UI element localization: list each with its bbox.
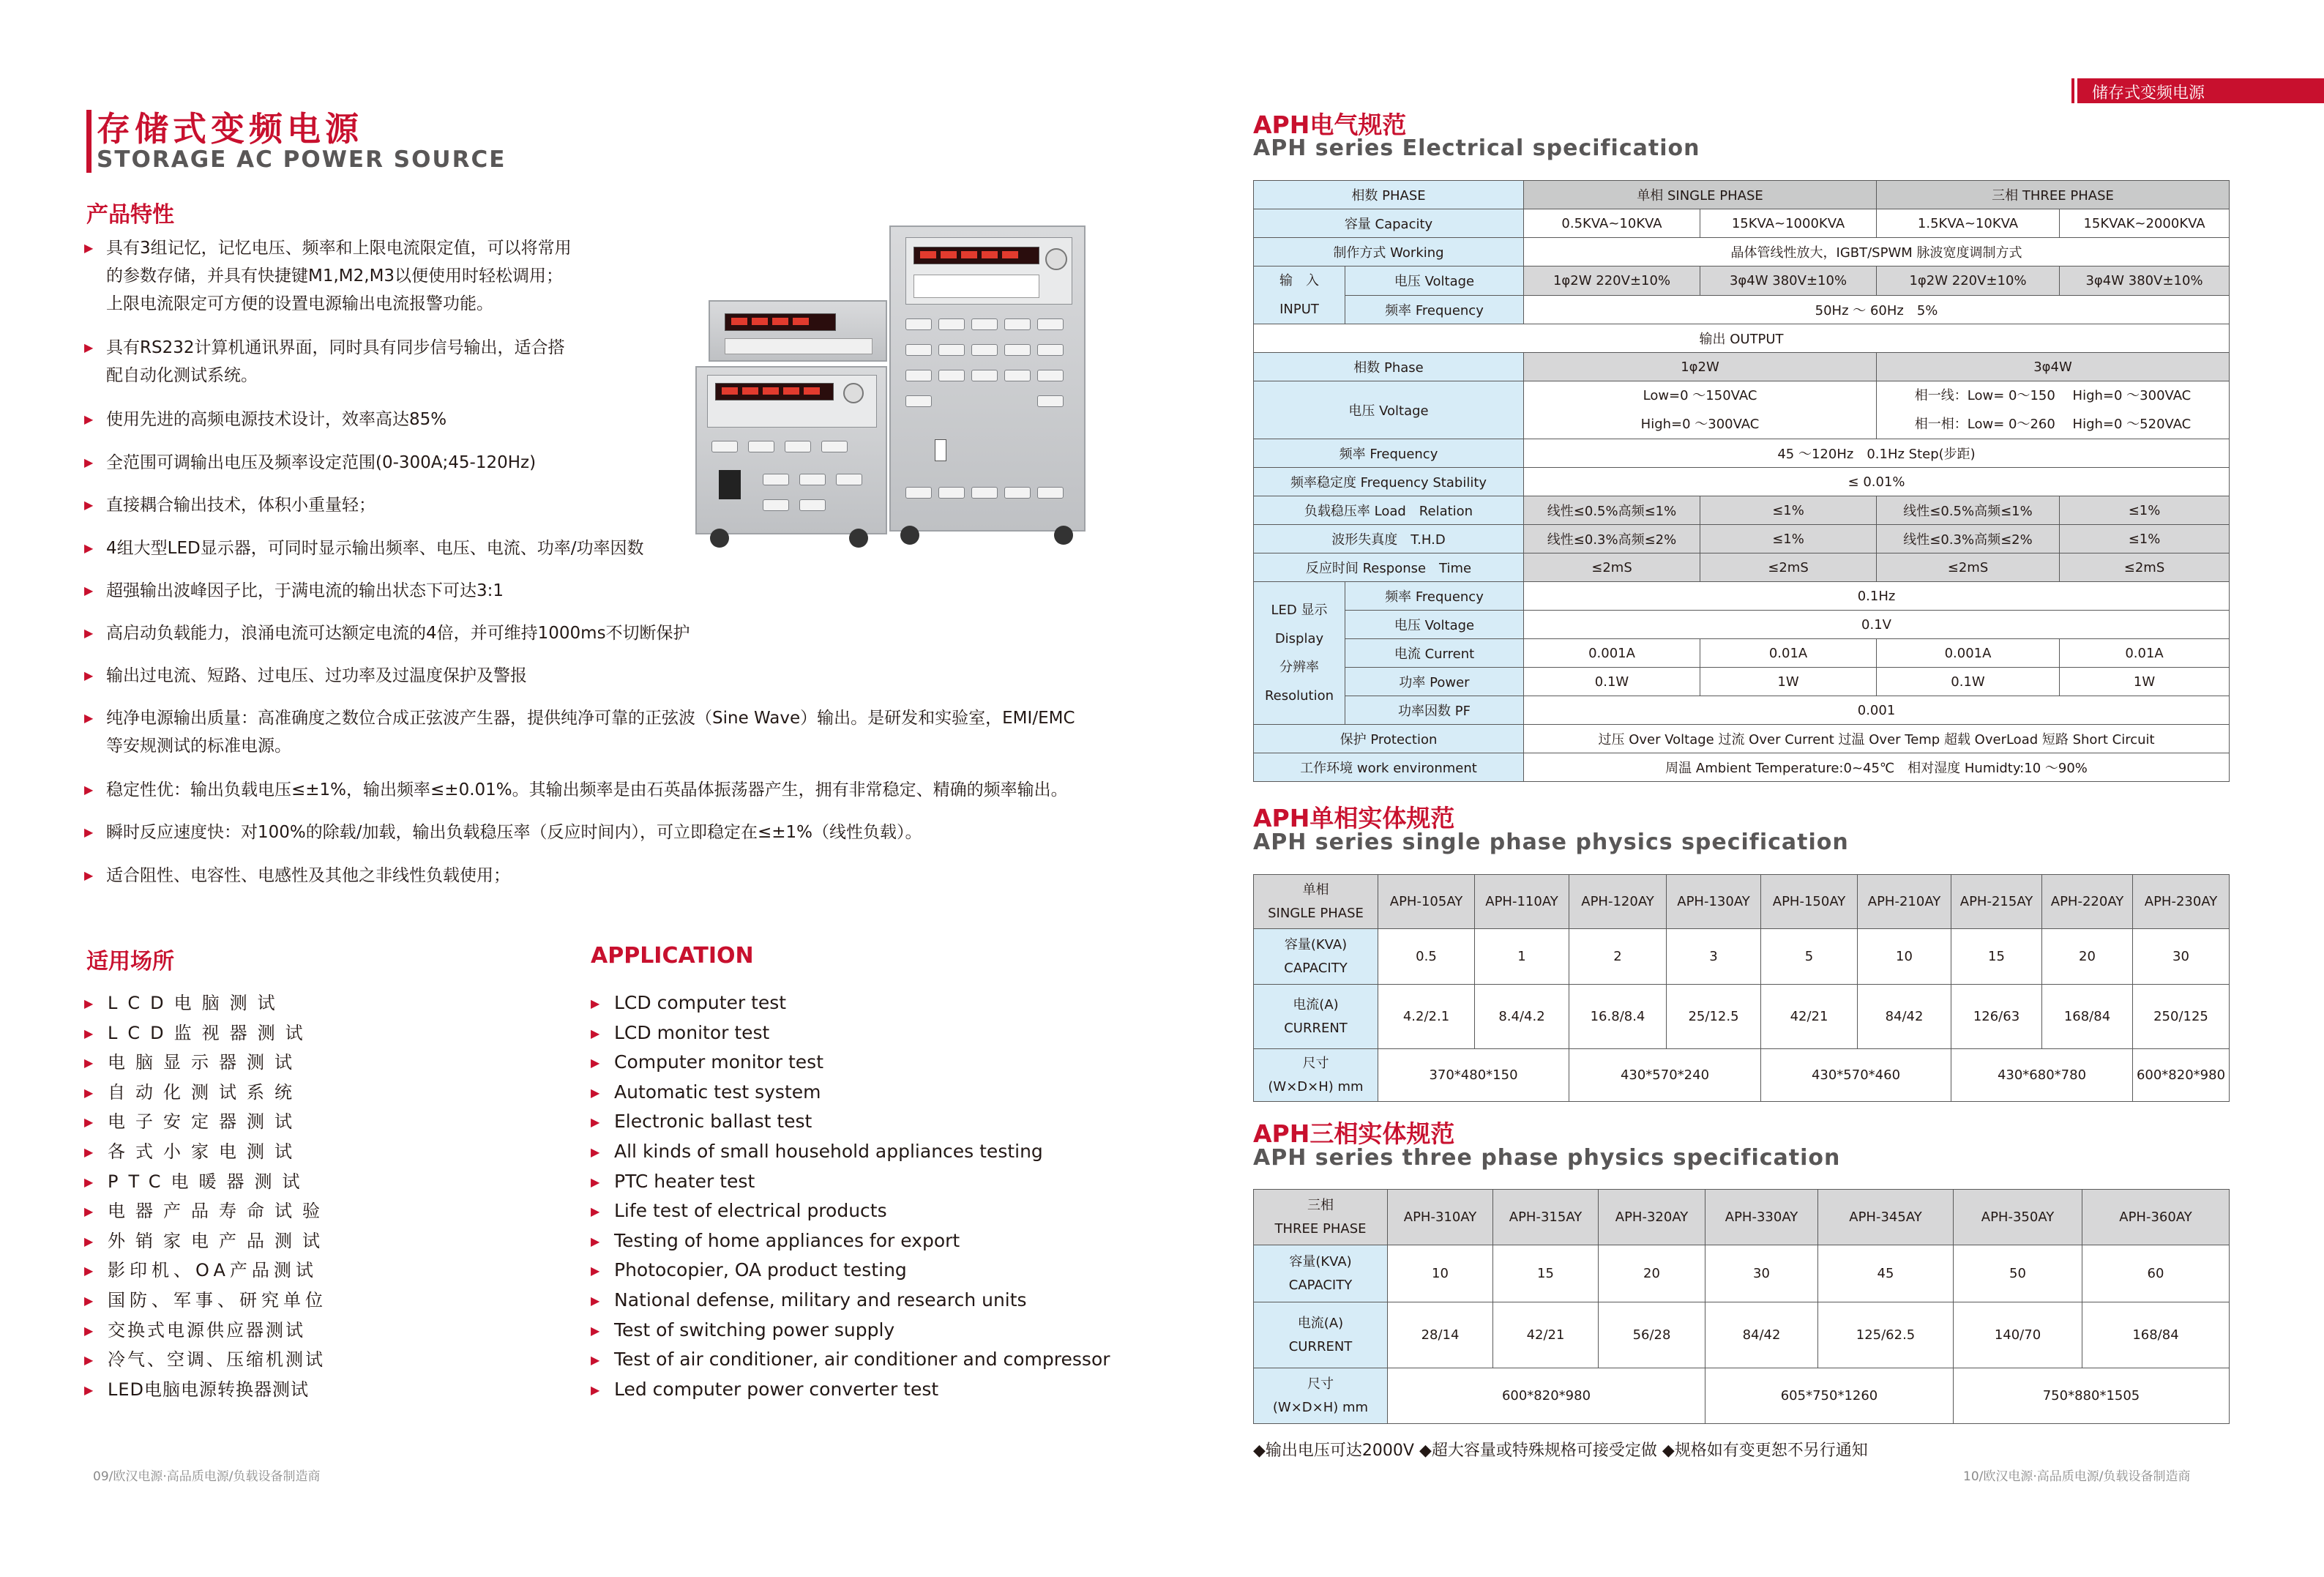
bullet-triangle-icon: ▶ <box>591 1026 600 1040</box>
feature-item: ▶ 具有3组记忆，记忆电压、频率和上限电流限定值，可以将常用 的参数存储，并具有快捷键M1,M2,M3以便使用时轻松调用； 上限电流限定可方便的设置电源输出电流报警功能。 <box>84 234 572 318</box>
section-tag: 储存式变频电源 <box>2077 78 2324 103</box>
table-row: 容量 Capacity 0.5KVA~10KVA 15KVA~1000KVA 1.5KVA~10KVA 15KVAK~2000KVA <box>1254 209 2230 238</box>
table-row: 保护 Protection 过压 Over Voltage 过流 Over Current 过温 Over Temp 超载 OverLoad 短路 Short Circuit <box>1254 725 2230 753</box>
list-item: ▶ 电子安定器测试 <box>84 1107 330 1137</box>
page-title-cn: 存储式变频电源 <box>97 109 363 149</box>
bullet-triangle-icon: ▶ <box>84 868 94 882</box>
feature-item: ▶ 纯净电源输出质量：高准确度之数位合成正弦波产生器，提供纯净可靠的正弦波（Sine Wave）输出。是研发和实验室，EMI/EMC 等安规测试的标准电源。 <box>84 704 1075 760</box>
spec-note: ◆输出电压可达2000V ◆超大容量或特殊规格可接受定做 ◆规格如有变更恕不另行通知 <box>1253 1442 1868 1460</box>
small-unit <box>709 300 887 362</box>
bullet-triangle-icon: ▶ <box>84 1115 94 1130</box>
table-row: 三相 THREE PHASE APH-310AY APH-315AY APH-320AY APH-330AY APH-345AY APH-350AY APH-360AY <box>1254 1190 2230 1245</box>
table-row: 电压 Voltage 0.1V <box>1254 611 2230 639</box>
section-tag-bar <box>2071 78 2074 103</box>
list-item: ▶ 冷气、空调、压缩机测试 <box>84 1345 330 1375</box>
table-row: 频率 Frequency 50Hz ～ 60Hz 5% <box>1254 295 2230 324</box>
feature-item: ▶ 使用先进的高频电源技术设计，效率高达85% <box>84 406 447 433</box>
bullet-triangle-icon: ▶ <box>84 1085 94 1100</box>
table-row: 制作方式 Working 晶体管线性放大，IGBT/SPWM 脉波宽度调制方式 <box>1254 238 2230 266</box>
table-row: 尺寸 (W×D×H) mm 600*820*980 605*750*1260 750*880*1505 <box>1254 1368 2230 1424</box>
bullet-triangle-icon: ▶ <box>84 584 94 597</box>
bullet-triangle-icon: ▶ <box>84 1144 94 1159</box>
applications-list-cn <box>84 988 330 1404</box>
bullet-triangle-icon: ▶ <box>591 1144 600 1159</box>
bullet-triangle-icon: ▶ <box>84 996 94 1010</box>
bullet-triangle-icon: ▶ <box>84 711 94 725</box>
bullet-triangle-icon: ▶ <box>591 996 600 1010</box>
elec-title-en: APH series Electrical specification <box>1253 135 1700 161</box>
list-item: ▶ Life test of electrical products <box>591 1196 1110 1226</box>
table-row: 频率 Frequency 45 ～120Hz 0.1Hz Step(步距) <box>1254 439 2230 468</box>
list-item: ▶ LCD computer test <box>591 988 1110 1018</box>
list-item: ▶ LCD电脑测试 <box>84 988 330 1018</box>
list-item: ▶ 交换式电源供应器测试 <box>84 1316 330 1346</box>
bullet-triangle-icon: ▶ <box>84 1264 94 1278</box>
list-item: ▶ Led computer power converter test <box>591 1375 1110 1405</box>
table-row: 电压 Voltage Low=0 ～150VAC High=0 ～300VAC 相一线：Low= 0～150 High=0 ～300VAC 相一相：Low= 0～260 High=0 ～520VAC <box>1254 381 2230 439</box>
title-accent-bar <box>86 110 91 173</box>
table-row: 工作环境 work environment 周温 Ambient Temperature:0~45℃ 相对湿度 Humidty:10 ～90% <box>1254 753 2230 782</box>
feature-item: ▶ 超强输出波峰因子比，于满电流的输出状态下可达3:1 <box>84 577 504 605</box>
feature-item: ▶ 全范围可调输出电压及频率设定范围(0-300A;45-120Hz) <box>84 449 536 477</box>
feature-item: ▶ 4组大型LED显示器，可同时显示输出频率、电压、电流、功率/功率因数 <box>84 534 643 562</box>
bullet-triangle-icon: ▶ <box>84 1026 94 1040</box>
bullet-triangle-icon: ▶ <box>84 1353 94 1368</box>
table-row: 波形失真度 T.H.D 线性≤0.3%高频≤2% ≤1% 线性≤0.3%高频≤2% ≤1% <box>1254 525 2230 553</box>
table-row: 电流 Current 0.001A 0.01A 0.001A 0.01A <box>1254 639 2230 668</box>
table-row: 反应时间 Response Time ≤2mS ≤2mS ≤2mS ≤2mS <box>1254 553 2230 582</box>
bullet-triangle-icon: ▶ <box>591 1353 600 1368</box>
feature-item: ▶ 高启动负载能力，浪涌电流可达额定电流的4倍，并可维持1000ms不切断保护 <box>84 619 690 647</box>
bullet-triangle-icon: ▶ <box>591 1204 600 1219</box>
three-phase-table <box>1253 1189 2230 1424</box>
feature-item: ▶ 适合阻性、电容性、电感性及其他之非线性负载使用； <box>84 862 510 890</box>
large-cabinet <box>889 225 1086 532</box>
list-item: ▶ 电器产品寿命试验 <box>84 1196 330 1226</box>
list-item: ▶ Computer monitor test <box>591 1048 1110 1078</box>
three-title-en: APH series three phase physics specification <box>1253 1145 1841 1171</box>
list-item: ▶ 国防、军事、研究单位 <box>84 1286 330 1316</box>
table-row: 负载稳压率 Load Relation 线性≤0.5%高频≤1% ≤1% 线性≤0.5%高频≤1% ≤1% <box>1254 496 2230 525</box>
table-row: 尺寸 (W×D×H) mm 370*480*150 430*570*240 430*570*460 430*680*780 600*820*980 <box>1254 1049 2230 1102</box>
three-title-cn: APH三相实体规范 <box>1253 1119 1455 1148</box>
list-item: ▶ Electronic ballast test <box>591 1107 1110 1137</box>
applications-title-en: APPLICATION <box>591 943 754 969</box>
bullet-triangle-icon: ▶ <box>591 1264 600 1278</box>
list-item: ▶ PTC电暖器测试 <box>84 1167 330 1197</box>
table-row: 相数 Phase 1φ2W 3φ4W <box>1254 353 2230 381</box>
list-item: ▶ 电脑显示器测试 <box>84 1048 330 1078</box>
bullet-triangle-icon: ▶ <box>84 1293 94 1308</box>
table-row: LED 显示 Display 分辨率 Resolution 频率 Frequency 0.1Hz <box>1254 582 2230 611</box>
list-item: ▶ Testing of home appliances for export <box>591 1226 1110 1256</box>
feature-item: ▶ 输出过电流、短路、过电压、过功率及过温度保护及警报 <box>84 662 527 690</box>
single-title-cn: APH单相实体规范 <box>1253 804 1455 832</box>
bullet-triangle-icon: ▶ <box>591 1382 600 1397</box>
footer-left: 09/欧汉电源·高品质电源/负载设备制造商 <box>93 1469 321 1484</box>
electrical-spec-table <box>1253 180 2230 782</box>
bullet-triangle-icon: ▶ <box>84 412 94 426</box>
bullet-triangle-icon: ▶ <box>84 1056 94 1070</box>
bullet-triangle-icon: ▶ <box>591 1293 600 1308</box>
bullet-triangle-icon: ▶ <box>591 1085 600 1100</box>
list-item: ▶ 自动化测试系统 <box>84 1078 330 1108</box>
feature-item: ▶ 稳定性优：输出负载电压≤±1%，输出频率≤±0.01%。其输出频率是由石英晶体振荡器产生，拥有非常稳定、精确的频率输出。 <box>84 776 1068 804</box>
list-item: ▶ Test of air conditioner, air conditioner and compressor <box>591 1345 1110 1375</box>
bullet-triangle-icon: ▶ <box>84 1204 94 1219</box>
medium-cabinet <box>695 366 887 534</box>
applications-title-cn: 适用场所 <box>86 949 174 974</box>
feature-item: ▶ 具有RS232计算机通讯界面，同时具有同步信号输出，适合搭 配自动化测试系统。 <box>84 334 564 389</box>
bullet-triangle-icon: ▶ <box>84 455 94 469</box>
bullet-triangle-icon: ▶ <box>591 1056 600 1070</box>
bullet-triangle-icon: ▶ <box>84 1234 94 1248</box>
bullet-triangle-icon: ▶ <box>84 340 94 354</box>
bullet-triangle-icon: ▶ <box>591 1323 600 1338</box>
list-item: ▶ National defense, military and research units <box>591 1286 1110 1316</box>
bullet-triangle-icon: ▶ <box>84 783 94 797</box>
footer-right: 10/欧汉电源·高品质电源/负载设备制造商 <box>1963 1469 2191 1484</box>
table-row: 容量(KVA) CAPACITY 10 15 20 30 45 50 60 <box>1254 1245 2230 1302</box>
list-item: ▶ Photocopier, OA product testing <box>591 1256 1110 1286</box>
single-phase-table <box>1253 874 2230 1102</box>
list-item: ▶ 各式小家电测试 <box>84 1137 330 1167</box>
list-item: ▶ 影印机、OA产品测试 <box>84 1256 330 1286</box>
bullet-triangle-icon: ▶ <box>591 1115 600 1130</box>
table-row: 相数 PHASE 单相 SINGLE PHASE 三相 THREE PHASE <box>1254 181 2230 209</box>
table-row: 输 入 INPUT 电压 Voltage 1φ2W 220V±10% 3φ4W 380V±10% 1φ2W 220V±10% 3φ4W 380V±10% <box>1254 266 2230 296</box>
table-row: 功率因数 PF 0.001 <box>1254 696 2230 725</box>
list-item: ▶ Test of switching power supply <box>591 1316 1110 1346</box>
features-title: 产品特性 <box>86 202 174 228</box>
single-title-en: APH series single phase physics specification <box>1253 829 1849 855</box>
bullet-triangle-icon: ▶ <box>591 1174 600 1189</box>
applications-list-en <box>591 988 1110 1404</box>
table-row: 输出 OUTPUT <box>1254 324 2230 353</box>
list-item: ▶ 外销家电产品测试 <box>84 1226 330 1256</box>
table-row: 容量(KVA) CAPACITY 0.5 1 2 3 5 10 15 20 30 <box>1254 929 2230 985</box>
bullet-triangle-icon: ▶ <box>84 541 94 555</box>
list-item: ▶ PTC heater test <box>591 1167 1110 1197</box>
elec-title-cn: APH电气规范 <box>1253 111 1407 139</box>
bullet-triangle-icon: ▶ <box>84 241 94 255</box>
feature-item: ▶ 直接耦合输出技术，体积小重量轻； <box>84 491 375 519</box>
list-item: ▶ LCD monitor test <box>591 1018 1110 1048</box>
table-row: 电流(A) CURRENT 28/14 42/21 56/28 84/42 125/62.5 140/70 168/84 <box>1254 1302 2230 1368</box>
table-row: 电流(A) CURRENT 4.2/2.1 8.4/4.2 16.8/8.4 25/12.5 42/21 84/42 126/63 168/84 250/125 <box>1254 985 2230 1049</box>
feature-item: ▶ 瞬时反应速度快：对100%的除载/加载，输出负载稳压率（反应时间内），可立即稳定在≤±1%（线性负载）。 <box>84 819 922 846</box>
bullet-triangle-icon: ▶ <box>84 668 94 682</box>
bullet-triangle-icon: ▶ <box>84 825 94 839</box>
list-item: ▶ LED电脑电源转换器测试 <box>84 1375 330 1405</box>
table-row: 单相 SINGLE PHASE APH-105AY APH-110AY APH-120AY APH-130AY APH-150AY APH-210AY APH-215AY APH-220AY APH-230AY <box>1254 875 2230 929</box>
table-row: 频率稳定度 Frequency Stability ≤ 0.01% <box>1254 468 2230 496</box>
list-item: ▶ LCD监视器测试 <box>84 1018 330 1048</box>
list-item: ▶ Automatic test system <box>591 1078 1110 1108</box>
bullet-triangle-icon: ▶ <box>84 1382 94 1397</box>
bullet-triangle-icon: ▶ <box>84 1174 94 1189</box>
bullet-triangle-icon: ▶ <box>591 1234 600 1248</box>
list-item: ▶ All kinds of small household appliances testing <box>591 1137 1110 1167</box>
table-row: 功率 Power 0.1W 1W 0.1W 1W <box>1254 668 2230 696</box>
page-title-en: STORAGE AC POWER SOURCE <box>97 146 507 173</box>
bullet-triangle-icon: ▶ <box>84 498 94 512</box>
bullet-triangle-icon: ▶ <box>84 1323 94 1338</box>
bullet-triangle-icon: ▶ <box>84 626 94 640</box>
